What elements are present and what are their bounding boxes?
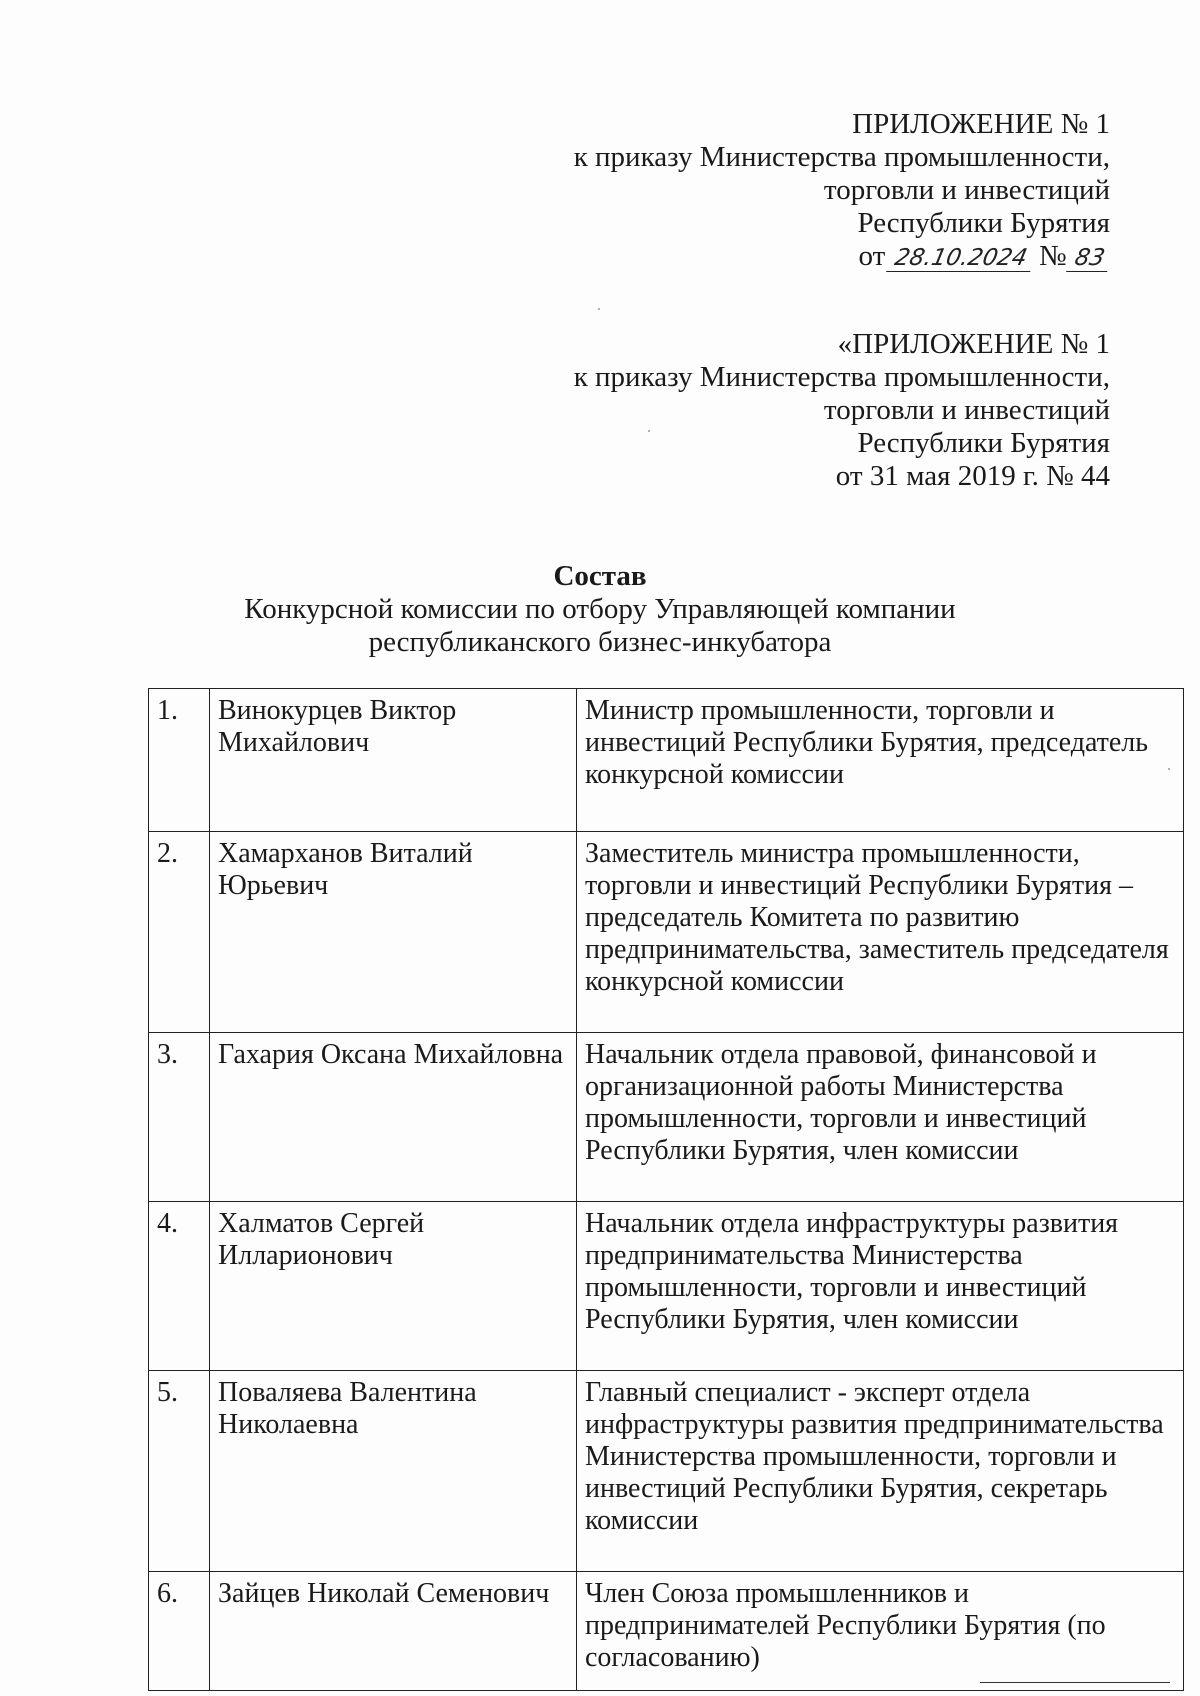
member-role: Начальник отдела правовой, финансовой и организационной работы Министерства промышленности, торговли и инвестиций Республики Бурятия, член комиссии bbox=[577, 1033, 1184, 1202]
member-number: 6. bbox=[149, 1572, 210, 1691]
commission-members-table bbox=[148, 688, 1184, 1691]
number-sign: № bbox=[1039, 240, 1067, 272]
member-role: Министр промышленности, торговли и инвестиций Республики Бурятия, председатель конкурсной комиссии bbox=[577, 689, 1184, 832]
footer-rule bbox=[980, 1682, 1170, 1683]
member-name: Хамарханов Виталий Юрьевич bbox=[210, 832, 577, 1033]
appendix-republic-line: Республики Бурятия bbox=[857, 207, 1110, 239]
handwritten-number: 83 bbox=[1066, 245, 1113, 272]
original-republic-line: Республики Бурятия bbox=[857, 427, 1110, 459]
table-row bbox=[149, 1371, 1184, 1572]
date-prefix: от bbox=[858, 240, 886, 272]
table-row bbox=[149, 1202, 1184, 1371]
member-number: 4. bbox=[149, 1202, 210, 1371]
title-main: Состав bbox=[553, 560, 647, 592]
handwritten-date: 28.10.2024 bbox=[886, 245, 1035, 272]
original-ministry-line: торговли и инвестиций bbox=[823, 394, 1110, 426]
member-role: Член Союза промышленников и предпринимателей Республики Бурятия (по согласованию) bbox=[577, 1572, 1184, 1691]
title-subtitle-line2: республиканского бизнес-инкубатора bbox=[368, 626, 832, 658]
table-row bbox=[149, 1033, 1184, 1202]
original-order-line: к приказу Министерства промышленности, bbox=[573, 361, 1110, 393]
member-number: 2. bbox=[149, 832, 210, 1033]
appendix-ministry-line: торговли и инвестиций bbox=[823, 174, 1110, 206]
original-appendix-title: «ПРИЛОЖЕНИЕ № 1 bbox=[837, 328, 1110, 360]
title-subtitle-line1: Конкурсной комиссии по отбору Управляющей компании bbox=[244, 593, 956, 625]
appendix-title: ПРИЛОЖЕНИЕ № 1 bbox=[852, 108, 1110, 140]
member-name: Винокурцев Виктор Михайлович bbox=[210, 689, 577, 832]
scan-speck bbox=[1168, 768, 1170, 770]
member-name: Поваляева Валентина Николаевна bbox=[210, 1371, 577, 1572]
appendix-order-line: к приказу Министерства промышленности, bbox=[573, 141, 1110, 173]
member-number: 1. bbox=[149, 689, 210, 832]
appendix-header-current bbox=[574, 108, 1110, 273]
appendix-header-original bbox=[574, 328, 1110, 493]
member-role: Главный специалист - эксперт отдела инфраструктуры развития предпринимательства Министерства промышленности, торговли и инвестиций Республики Бурятия, секретарь комиссии bbox=[577, 1371, 1184, 1572]
member-name: Халматов Сергей Илларионович bbox=[210, 1202, 577, 1371]
member-role: Заместитель министра промышленности, торговли и инвестиций Республики Бурятия – председатель Комитета по развитию предпринимательства, заместитель председателя конкурсной комиссии bbox=[577, 832, 1184, 1033]
member-number: 5. bbox=[149, 1371, 210, 1572]
appendix-date-line bbox=[574, 240, 1110, 273]
scan-speck bbox=[648, 430, 650, 432]
member-number: 3. bbox=[149, 1033, 210, 1202]
original-date-line: от 31 мая 2019 г. № 44 bbox=[835, 460, 1110, 492]
member-name: Гахария Оксана Михайловна bbox=[210, 1033, 577, 1202]
scan-speck bbox=[598, 308, 600, 310]
table-row bbox=[149, 1572, 1184, 1691]
member-name: Зайцев Николай Семенович bbox=[210, 1572, 577, 1691]
document-title bbox=[0, 560, 1200, 659]
member-role: Начальник отдела инфраструктуры развития предпринимательства Министерства промышленности, торговли и инвестиций Республики Бурятия, член комиссии bbox=[577, 1202, 1184, 1371]
table-row bbox=[149, 689, 1184, 832]
table-row bbox=[149, 832, 1184, 1033]
